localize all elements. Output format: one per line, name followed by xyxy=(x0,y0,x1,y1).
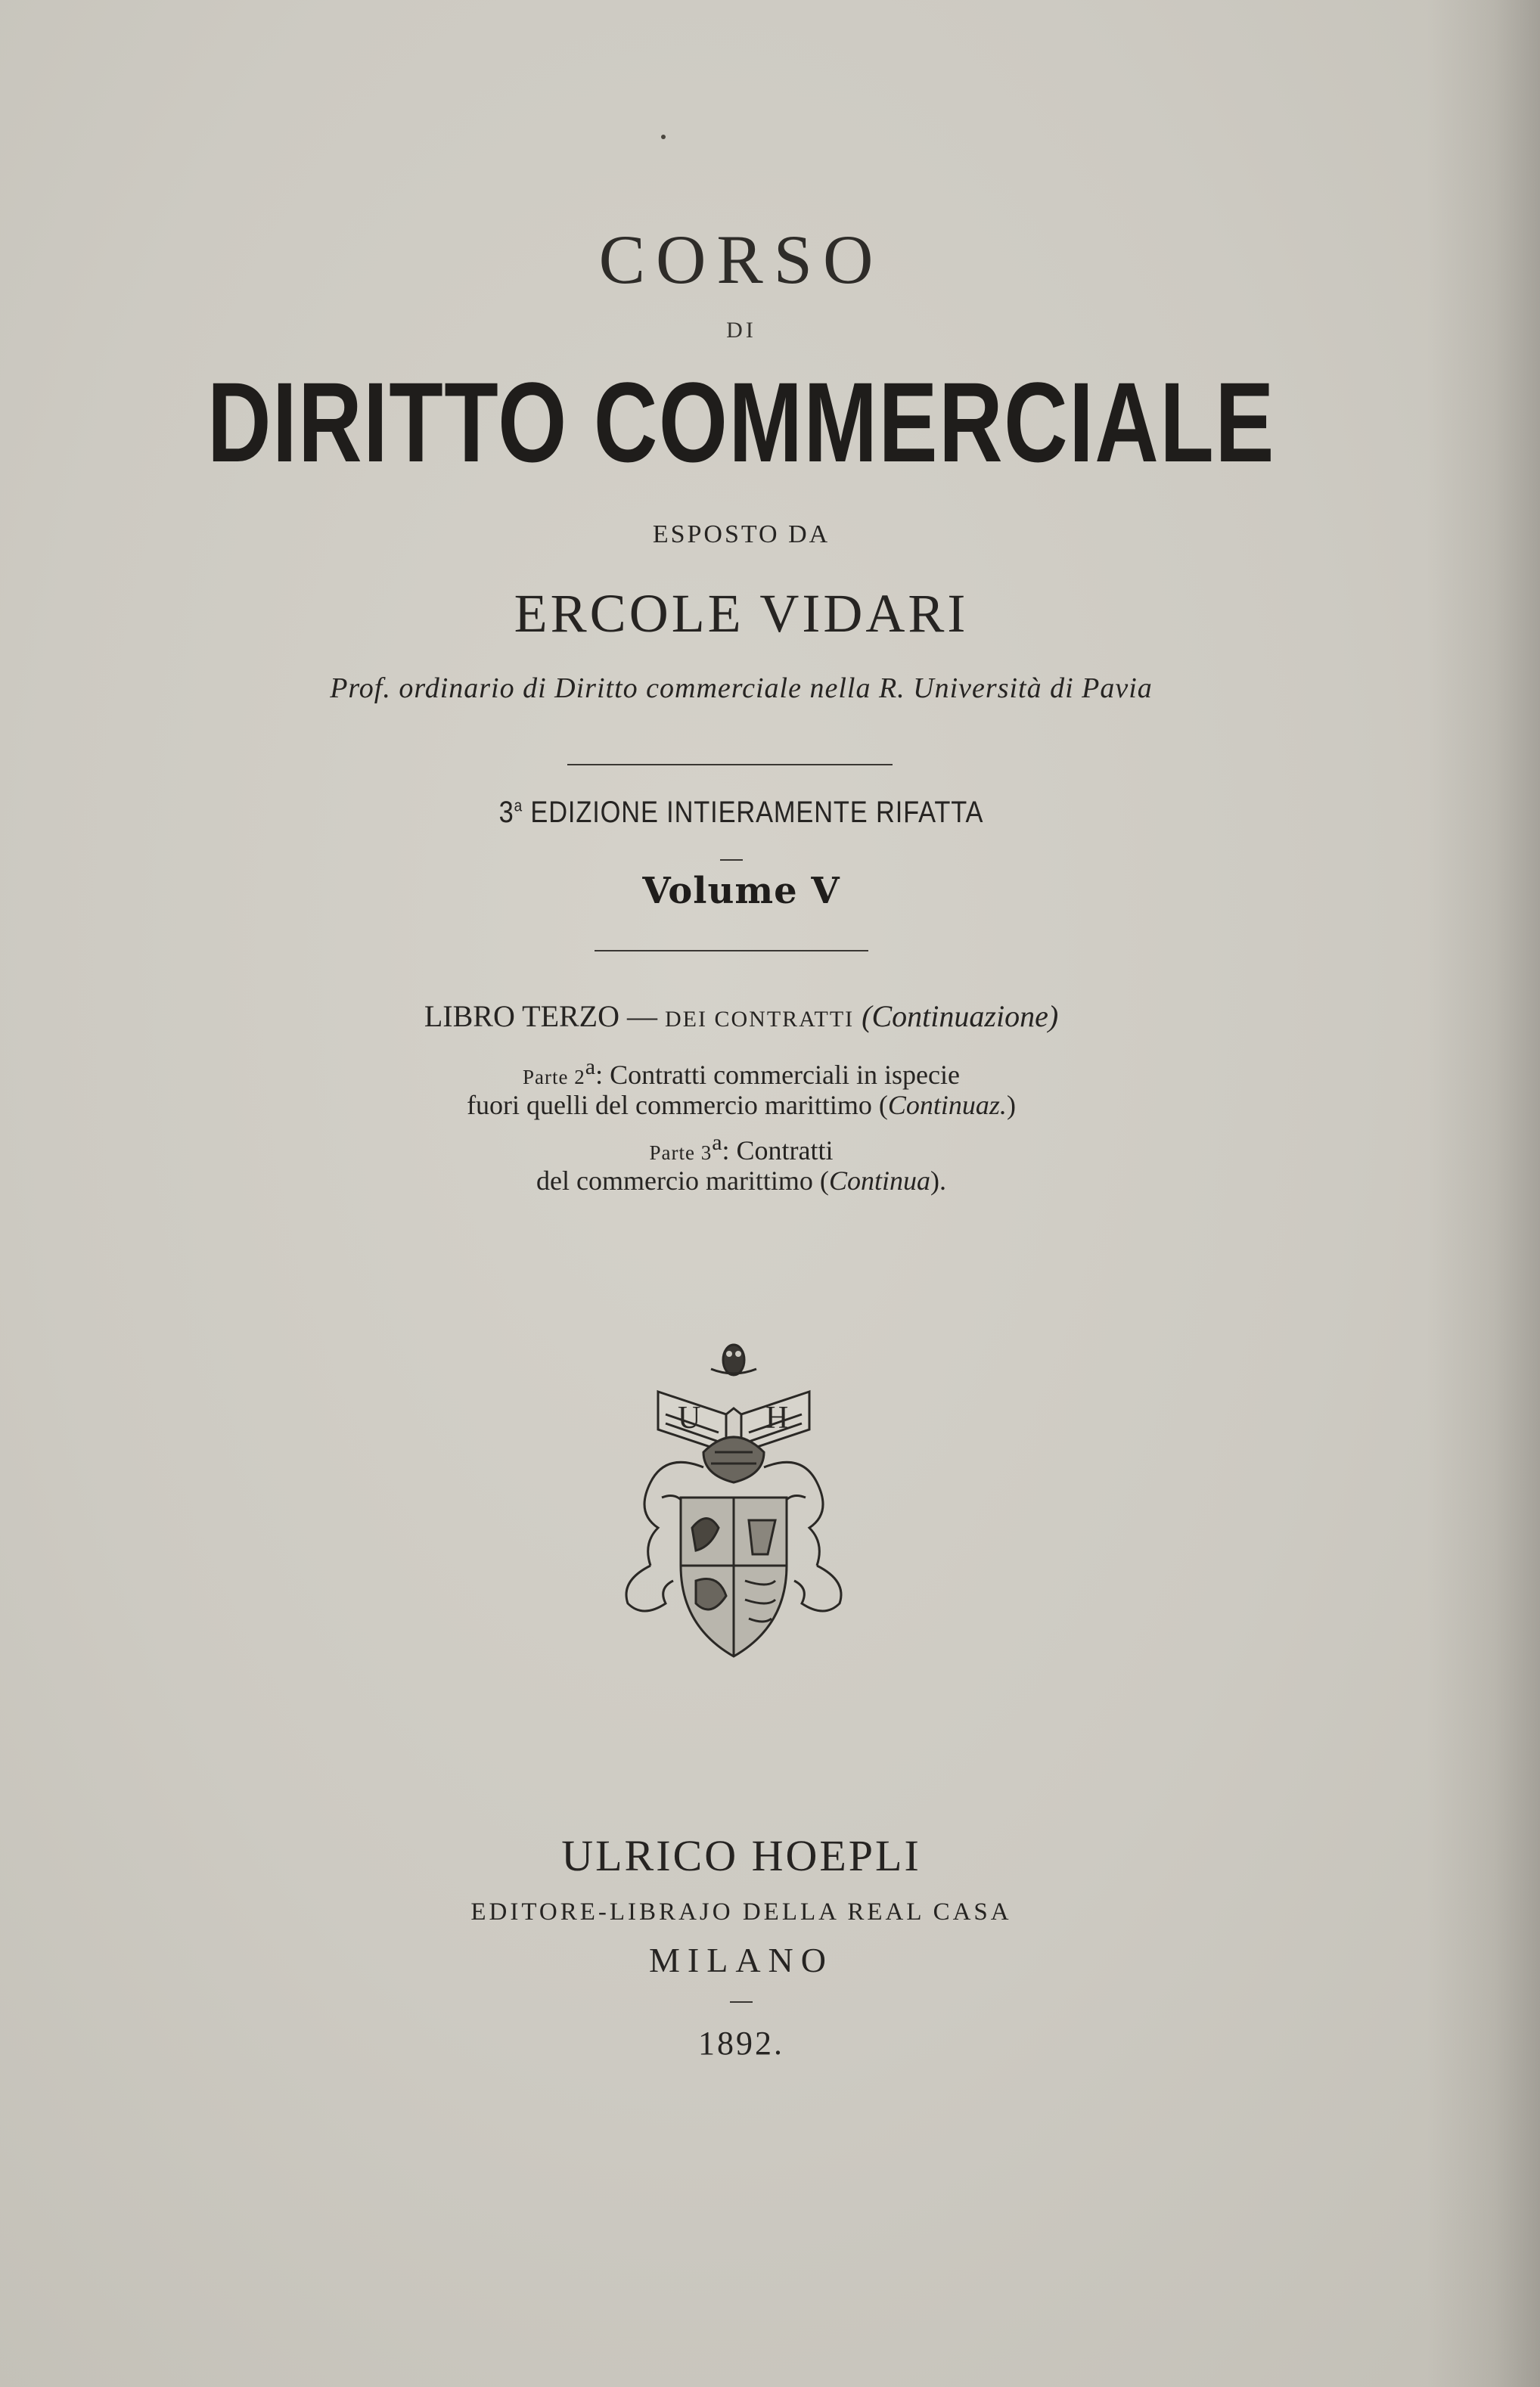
publisher-subtitle: EDITORE-LIBRAJO DELLA REAL CASA xyxy=(470,1898,1012,1926)
parte2-end: ) xyxy=(1006,1090,1016,1120)
edition-line xyxy=(104,796,1379,830)
di-connector: DI xyxy=(726,318,756,343)
edition-number: 3 xyxy=(498,796,514,829)
corso-heading: CORSO xyxy=(598,221,884,298)
esposto-da-label: ESPOSTO DA xyxy=(652,520,831,548)
parte3-text2: del commercio marittimo ( xyxy=(536,1166,829,1196)
parte3-label: Parte 3 xyxy=(649,1141,713,1164)
short-dash-rule xyxy=(720,859,743,861)
parte2-italic: Continuaz. xyxy=(887,1090,1007,1120)
parte3-sup: a xyxy=(712,1130,722,1155)
author-affiliation: Prof. ordinario di Diritto commerciale nella R. Università di Pavia xyxy=(330,672,1153,704)
publication-year: 1892. xyxy=(698,2025,784,2062)
parte2-sup: a xyxy=(585,1054,596,1079)
emblem-letter-right: H xyxy=(765,1401,789,1436)
emblem-letter-left: U xyxy=(678,1401,701,1436)
libro-note: (Continuazione) xyxy=(862,999,1059,1033)
libro-subject: DEI CONTRATTI xyxy=(665,1007,855,1032)
parte3-line1 xyxy=(0,1130,1483,1166)
parte3-italic: Continua xyxy=(828,1166,930,1196)
divider-rule-bottom xyxy=(595,950,868,951)
parte3-end: ). xyxy=(930,1166,946,1196)
edition-text: EDIZIONE INTIERAMENTE RIFATTA xyxy=(530,796,984,829)
libro-line xyxy=(0,998,1483,1034)
parte3-line2 xyxy=(0,1165,1483,1197)
author-name: ERCOLE VIDARI xyxy=(514,583,969,644)
divider-rule-top xyxy=(567,764,893,765)
parte2-text2: fuori quelli del commercio marittimo ( xyxy=(467,1090,888,1120)
publisher-name: ULRICO HOEPLI xyxy=(561,1831,921,1880)
short-dash-rule-bottom xyxy=(730,2001,753,2003)
volume-label: Volume V xyxy=(642,870,840,912)
libro-label: LIBRO TERZO — xyxy=(424,999,658,1033)
parte2-line1 xyxy=(0,1054,1483,1091)
parte3-text: : Contratti xyxy=(722,1135,834,1166)
edition-superscript: a xyxy=(514,796,523,815)
paper-speck xyxy=(661,135,666,139)
parte2-line2 xyxy=(0,1089,1483,1121)
parte2-text: : Contratti commerciali in ispecie xyxy=(595,1060,960,1090)
parte2-label: Parte 2 xyxy=(523,1066,585,1088)
publisher-crest-icon xyxy=(605,1339,862,1672)
publication-city: MILANO xyxy=(649,1941,834,1979)
book-title: DIRITTO COMMERCIALE xyxy=(207,359,1275,486)
